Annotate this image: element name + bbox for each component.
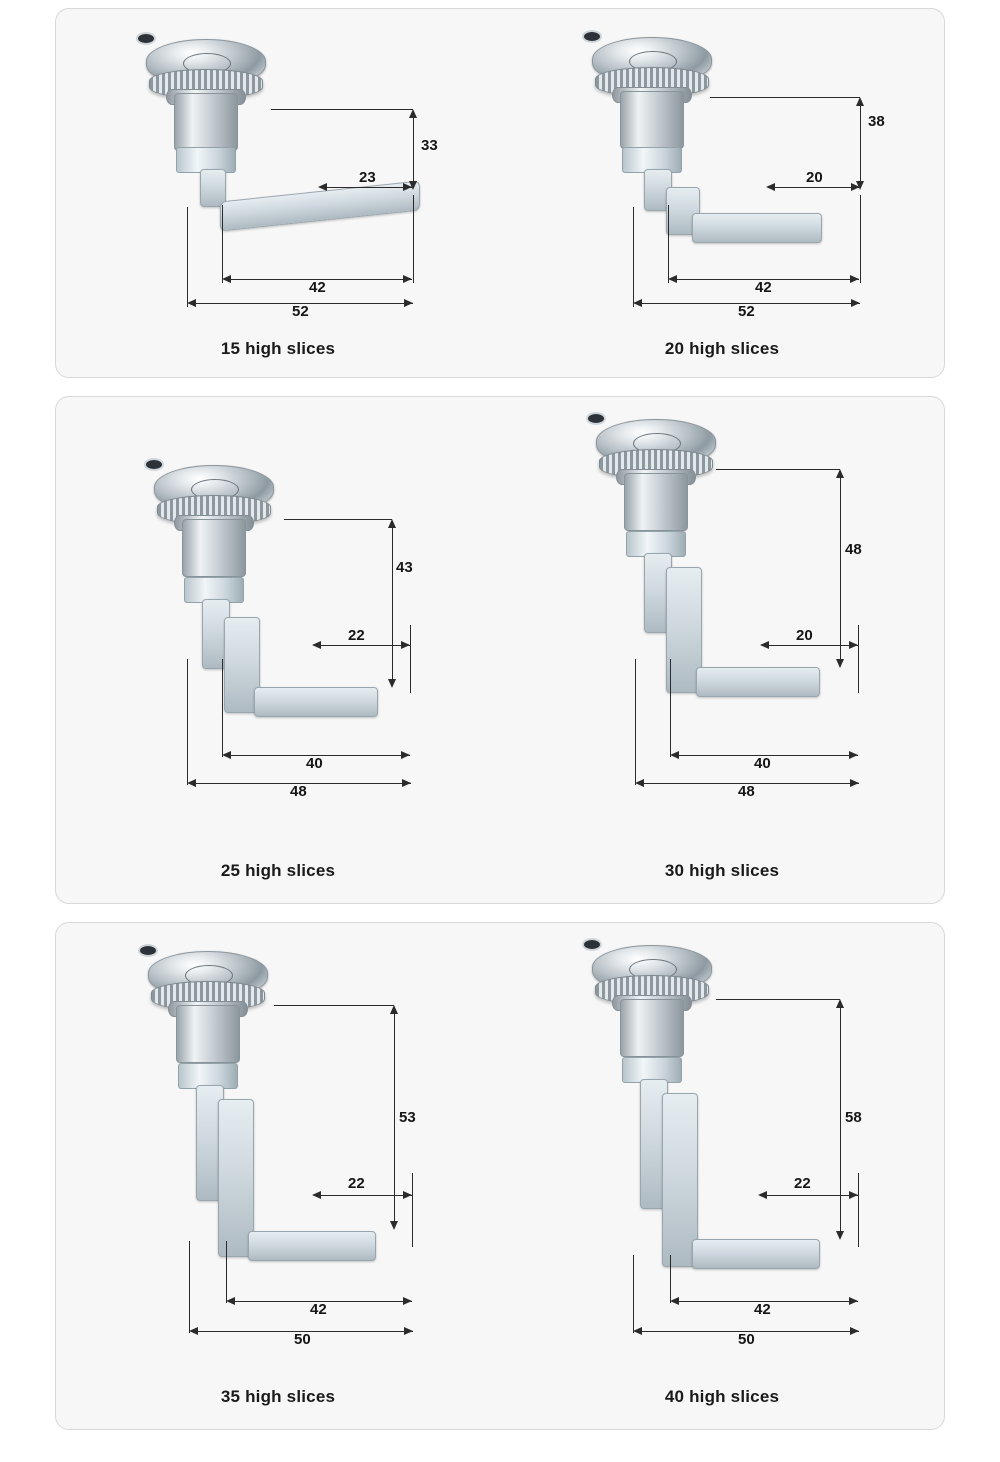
dimension-22: 22 [348,1175,365,1192]
dimension-40: 40 [754,755,771,772]
dimline-20 [762,645,858,646]
arrowhead-22-left [312,641,321,649]
cam-arm-horizontal [248,1231,376,1261]
leader-line-52-left [633,207,634,307]
dimline-22 [760,1195,858,1196]
arrowhead-42-right [850,275,859,283]
dimension-48: 48 [290,783,307,800]
arrowhead-20-left [766,183,775,191]
variant-panel-row-3 [55,922,945,1430]
dimline-22 [314,645,410,646]
dimension-38: 38 [868,113,885,130]
arrowhead-52-right [851,299,860,307]
cam-arm-horizontal [692,1239,820,1269]
leader-line-42-left [670,1255,671,1303]
leader-line-22-right [410,625,411,693]
leader-line-42-right [860,195,861,283]
leader-line-42-left [222,205,223,283]
leader-line-48-left [635,659,636,785]
lock-keyslot [584,940,600,949]
leader-line-48v [716,469,840,470]
arrowhead-52-left [187,299,196,307]
dimension-52: 52 [738,303,755,320]
dimline-38 [860,101,861,187]
dimline-23 [320,187,412,188]
arrowhead-48-left [635,779,644,787]
cam-arm-horizontal [692,213,822,243]
arrowhead-48-left [187,779,196,787]
dimension-42: 42 [754,1301,771,1318]
arrowhead-42-left [226,1297,235,1305]
arrowhead-22-right [403,1191,412,1199]
arrowhead-42-left [668,275,677,283]
arrowhead-40-right [401,751,410,759]
leader-line-48-left [187,659,188,785]
arrowhead-20-right [849,641,858,649]
lock-keyslot [146,460,162,469]
dimline-20 [768,187,860,188]
arrowhead-38-top [856,97,864,106]
leader-line-42-left [668,205,669,283]
variant-cell-20-high [500,9,944,377]
dimension-53: 53 [399,1109,416,1126]
dimline-22 [314,1195,412,1196]
caption-30-high: 30 high slices [664,861,780,880]
cam-arm-horizontal [254,687,378,717]
arrowhead-48-right [402,779,411,787]
dimension-58: 58 [845,1109,862,1126]
caption-20-high: 20 high slices [664,339,780,358]
arrowhead-50-right [404,1327,413,1335]
variant-cell-40-high [500,923,944,1429]
leader-line-50-left [189,1241,190,1333]
dimension-48-height: 48 [845,541,862,558]
dimension-23: 23 [359,169,376,186]
leader-line-22-right [412,1173,413,1247]
dimension-43: 43 [396,559,413,576]
dimension-50: 50 [738,1331,755,1348]
lock-barrel [174,93,238,151]
dimline-43 [392,523,393,685]
leader-line-53 [274,1005,394,1006]
arrowhead-42-left [670,1297,679,1305]
arrowhead-22-left [758,1191,767,1199]
arrowhead-33-top [409,109,417,118]
cam-arm-horizontal [696,667,820,697]
arrowhead-43-top [388,519,396,528]
arrowhead-42-right [403,1297,412,1305]
lock-barrel [624,473,688,531]
arrowhead-58-top [836,999,844,1008]
dimension-42: 42 [309,279,326,296]
lock-barrel [620,91,684,149]
lock-keyslot [140,946,156,955]
arrowhead-23-right [403,183,412,191]
arrowhead-40-right [849,751,858,759]
leader-line-42-left [226,1241,227,1303]
variant-panel-row-2 [55,396,945,904]
leader-line-40-left [670,659,671,757]
dimension-42: 42 [310,1301,327,1318]
lock-barrel [620,999,684,1057]
dimension-22: 22 [794,1175,811,1192]
dimension-40: 40 [306,755,323,772]
caption-40-high: 40 high slices [664,1387,780,1406]
leader-line-42-right [413,195,414,283]
dimline-33 [413,113,414,187]
dimension-22: 22 [348,627,365,644]
lock-keyslot [584,32,600,41]
arrowhead-48v-bottom [836,659,844,668]
lock-barrel [176,1005,240,1063]
leader-line-20-right [858,625,859,693]
caption-35-high: 35 high slices [220,1387,336,1406]
lock-keyslot [588,414,604,423]
dimension-33: 33 [421,137,438,154]
dimline-48v [840,473,841,665]
arrowhead-40-left [222,751,231,759]
arrowhead-22-right [849,1191,858,1199]
lock-barrel [182,519,246,577]
arrowhead-22-left [312,1191,321,1199]
variant-panel-row-1 [55,8,945,378]
dimension-42: 42 [755,279,772,296]
leader-line-33 [271,109,413,110]
dimension-50: 50 [294,1331,311,1348]
arrowhead-48-right [850,779,859,787]
leader-line-52-left [187,207,188,307]
dimline-58 [840,1003,841,1237]
dimension-20: 20 [806,169,823,186]
leader-line-38 [710,97,860,98]
variant-cell-25-high [56,397,500,903]
variant-cell-30-high [500,397,944,903]
caption-25-high: 25 high slices [220,861,336,880]
dimension-52: 52 [292,303,309,320]
leader-line-58 [716,999,840,1000]
arrowhead-58-bottom [836,1231,844,1240]
leader-line-40-left [222,659,223,757]
dimension-48-total: 48 [738,783,755,800]
arrowhead-52-right [404,299,413,307]
arrowhead-42-right [403,275,412,283]
arrowhead-50-left [633,1327,642,1335]
arrowhead-53-bottom [390,1221,398,1230]
arrowhead-43-bottom [388,679,396,688]
arrowhead-48v-top [836,469,844,478]
caption-15-high: 15 high slices [220,339,336,358]
arrowhead-52-left [633,299,642,307]
arrowhead-50-right [850,1327,859,1335]
arrowhead-53-top [390,1005,398,1014]
arrowhead-20-left [760,641,769,649]
leader-line-50-left [633,1255,634,1333]
leader-line-22-right [858,1173,859,1247]
variant-cell-35-high [56,923,500,1429]
arrowhead-40-left [670,751,679,759]
arrowhead-22-right [401,641,410,649]
dimension-20: 20 [796,627,813,644]
arrowhead-42-left [222,275,231,283]
lock-keyslot [138,34,154,43]
arrowhead-50-left [189,1327,198,1335]
leader-line-43 [284,519,392,520]
arrowhead-23-left [318,183,327,191]
arrowhead-42-right [849,1297,858,1305]
arrowhead-20-right [851,183,860,191]
variant-cell-15-high [56,9,500,377]
